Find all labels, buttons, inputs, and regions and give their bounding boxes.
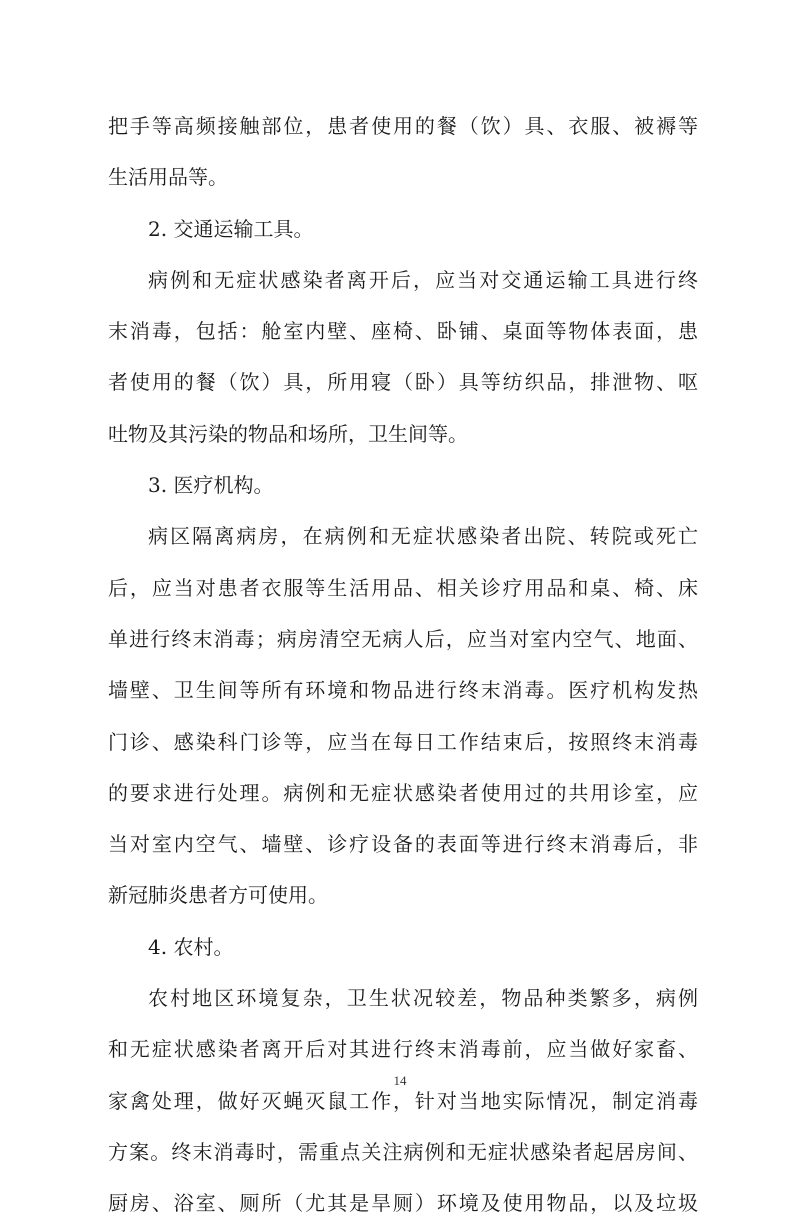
text-line: 后，应当对患者衣服等生活用品、相关诊疗用品和桌、椅、床 (108, 575, 698, 600)
text-line: 厨房、浴室、厕所（尤其是旱厕）环境及使用物品，以及垃圾 (108, 1191, 698, 1216)
text-line: 者使用的餐（饮）具，所用寝（卧）具等纺织品，排泄物、呕 (108, 370, 698, 395)
section-heading: 3. 医疗机构。 (148, 473, 274, 498)
text-line: 把手等高频接触部位，患者使用的餐（饮）具、衣服、被褥等 (108, 114, 698, 138)
text-line: 和无症状感染者离开后对其进行终末消毒前，应当做好家畜、 (108, 1037, 698, 1062)
text-line: 末消毒，包括：舱室内壁、座椅、卧铺、桌面等物体表面，患 (108, 319, 698, 344)
text-line: 单进行终末消毒；病房清空无病人后，应当对室内空气、地面、 (108, 626, 698, 651)
text-line: 的要求进行处理。病例和无症状感染者使用过的共用诊室，应 (108, 780, 698, 805)
text-line: 当对室内空气、墙壁、诊疗设备的表面等进行终末消毒后，非 (108, 832, 698, 857)
text-line: 墙壁、卫生间等所有环境和物品进行终末消毒。医疗机构发热 (108, 678, 698, 703)
section-heading: 2. 交通运输工具。 (148, 216, 314, 241)
page-number: 14 (393, 1073, 407, 1088)
text-line: 吐物及其污染的物品和场所，卫生间等。 (108, 421, 468, 446)
body-text (108, 101, 698, 1230)
text-line: 门诊、感染科门诊等，应当在每日工作结束后，按照终末消毒 (108, 729, 698, 754)
text-line: 生活用品等。 (108, 165, 228, 190)
section-heading: 4. 农村。 (148, 934, 234, 959)
text-line: 病例和无症状感染者离开后，应当对交通运输工具进行终 (148, 267, 698, 292)
text-line: 新冠肺炎患者方可使用。 (108, 883, 328, 908)
text-line: 家禽处理，做好灭蝇灭鼠工作，针对当地实际情况，制定消毒 (108, 1088, 698, 1113)
text-line: 农村地区环境复杂，卫生状况较差，物品种类繁多，病例 (148, 986, 698, 1011)
text-line: 方案。终末消毒时，需重点关注病例和无症状感染者起居房间、 (108, 1139, 698, 1164)
text-line: 病区隔离病房，在病例和无症状感染者出院、转院或死亡 (148, 524, 698, 549)
